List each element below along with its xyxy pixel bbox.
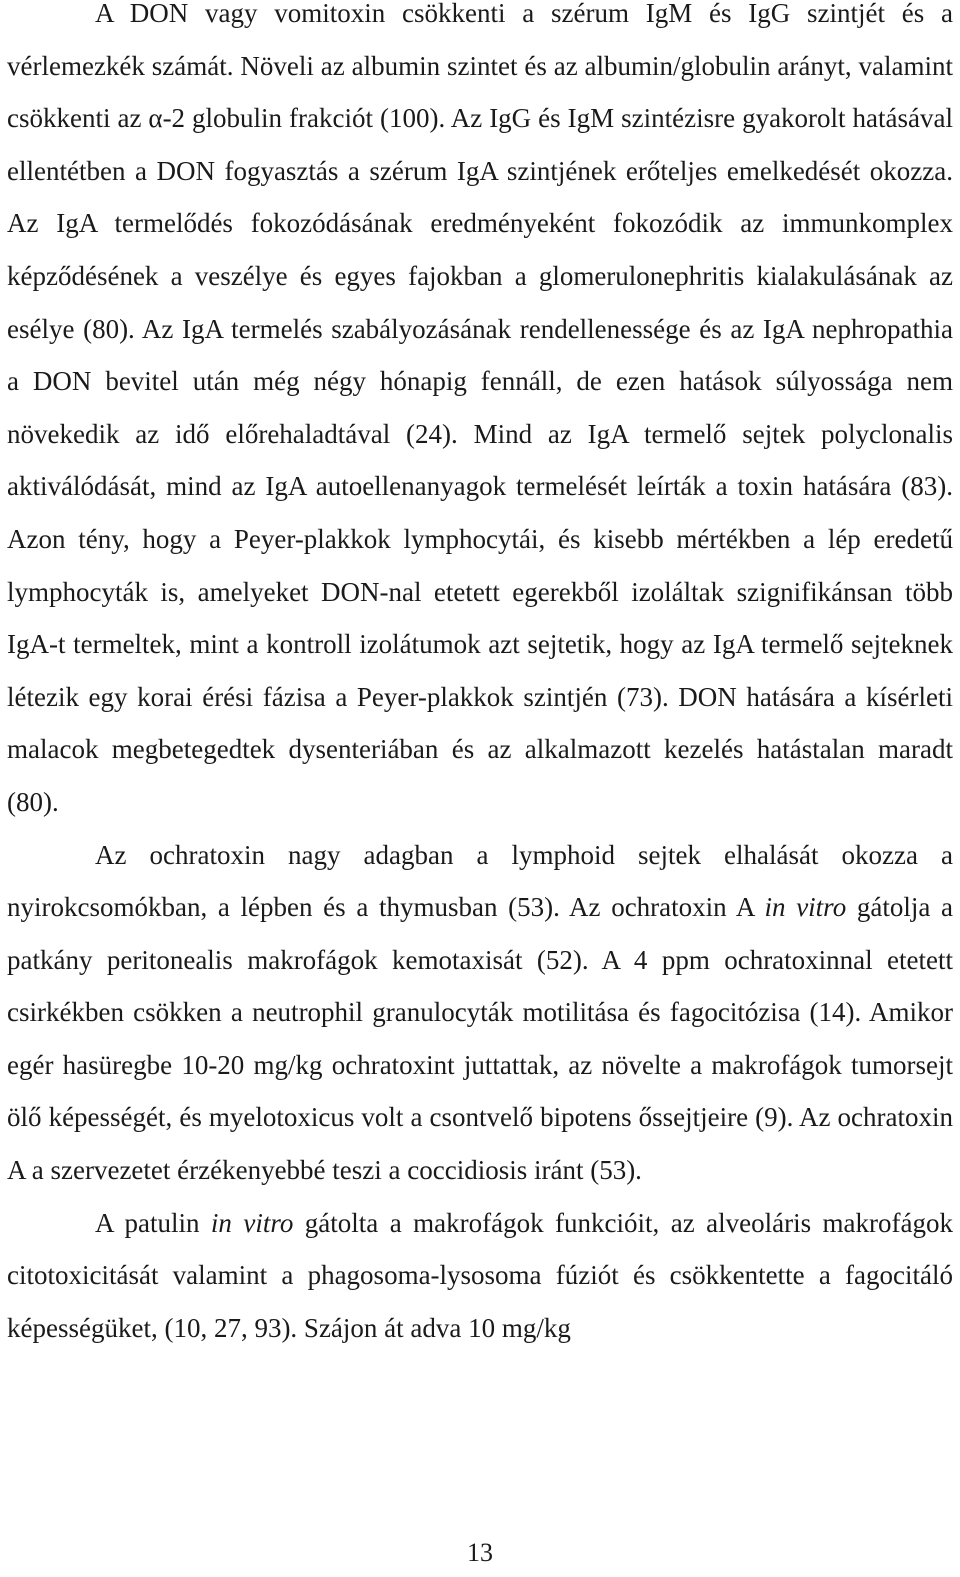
paragraph-patulin	[7, 1197, 953, 1355]
body-text	[7, 0, 953, 1354]
paragraph-text: Az ochratoxin nagy adagban a lymphoid sejtek elhalását okozza a nyirokcsomókban, a lépben és a thymusban (53). Az ochratoxin A	[7, 839, 953, 923]
paragraph-ochratoxin	[7, 829, 953, 1197]
page-number: 13	[467, 1538, 493, 1567]
paragraph-don	[7, 0, 953, 829]
italic-term: in vitro	[210, 1207, 294, 1238]
paragraph-text: gátolja a patkány peritonealis makrofágok kemotaxisát (52). A 4 ppm ochratoxinnal etetett csirkékben csökken a neutrophil granulocyták motilitása és fagocitózisa (14). Amikor egér hasüregbe 10-20 mg/kg ochratoxint juttattak, az növelte a makrofágok tumorsejt ölő képességét, és myelotoxicus volt a csontvelő bipotens őssejtjeire (9). Az ochratoxin A a szervezetet érzékenyebbé teszi a coccidiosis iránt (53).	[7, 892, 953, 1186]
paragraph-text: A DON vagy vomitoxin csökkenti a szérum IgM és IgG szintjét és a vérlemezkék számát. Növeli az albumin szintet és az albumin/globulin arányt, valamint csökkenti az α-2 globulin frakciót (100). Az IgG és IgM szintézisre gyakorolt hatásával ellentétben a DON fogyasztás a szérum IgA szintjének erőteljes emelkedését okozza. Az IgA termelődés fokozódásának eredményeként fokozódik az immunkomplex képződésének a veszélye és egyes fajokban a glomerulonephritis kialakulásának az esélye (80). Az IgA termelés szabályozásának rendellenessége és az IgA nephropathia a DON bevitel után még négy hónapig fennáll, de ezen hatások súlyossága nem növekedik az idő előrehaladtával (24). Mind az IgA termelő sejtek polyclonalis aktiválódását, mind az IgA autoellenanyagok termelését leírták a toxin hatására (83). Azon tény, hogy a Peyer-plakkok lymphocytái, és kisebb mértékben a lép eredetű lymphocyták is, amelyeket DON-nal etetett egerekből izoláltak szignifikánsan több IgA-t termeltek, mint a kontroll izolátumok azt sejtetik, hogy az IgA termelő sejteknek létezik egy korai érési fázisa a Peyer-plakkok szintjén (73). DON hatására a kísérleti malacok megbetegedtek dysenteriában és az alkalmazott kezelés hatástalan maradt (80).	[7, 0, 953, 817]
paragraph-text: A patulin	[95, 1207, 211, 1238]
paragraph-text: gátolta a makrofágok funkcióit, az alveoláris makrofágok citotoxicitását valamint a phagosoma-lysosoma fúziót és csökkentette a fagocitáló képességüket, (10, 27, 93). Szájon át adva 10 mg/kg	[7, 1207, 954, 1343]
italic-term: in vitro	[764, 892, 847, 923]
